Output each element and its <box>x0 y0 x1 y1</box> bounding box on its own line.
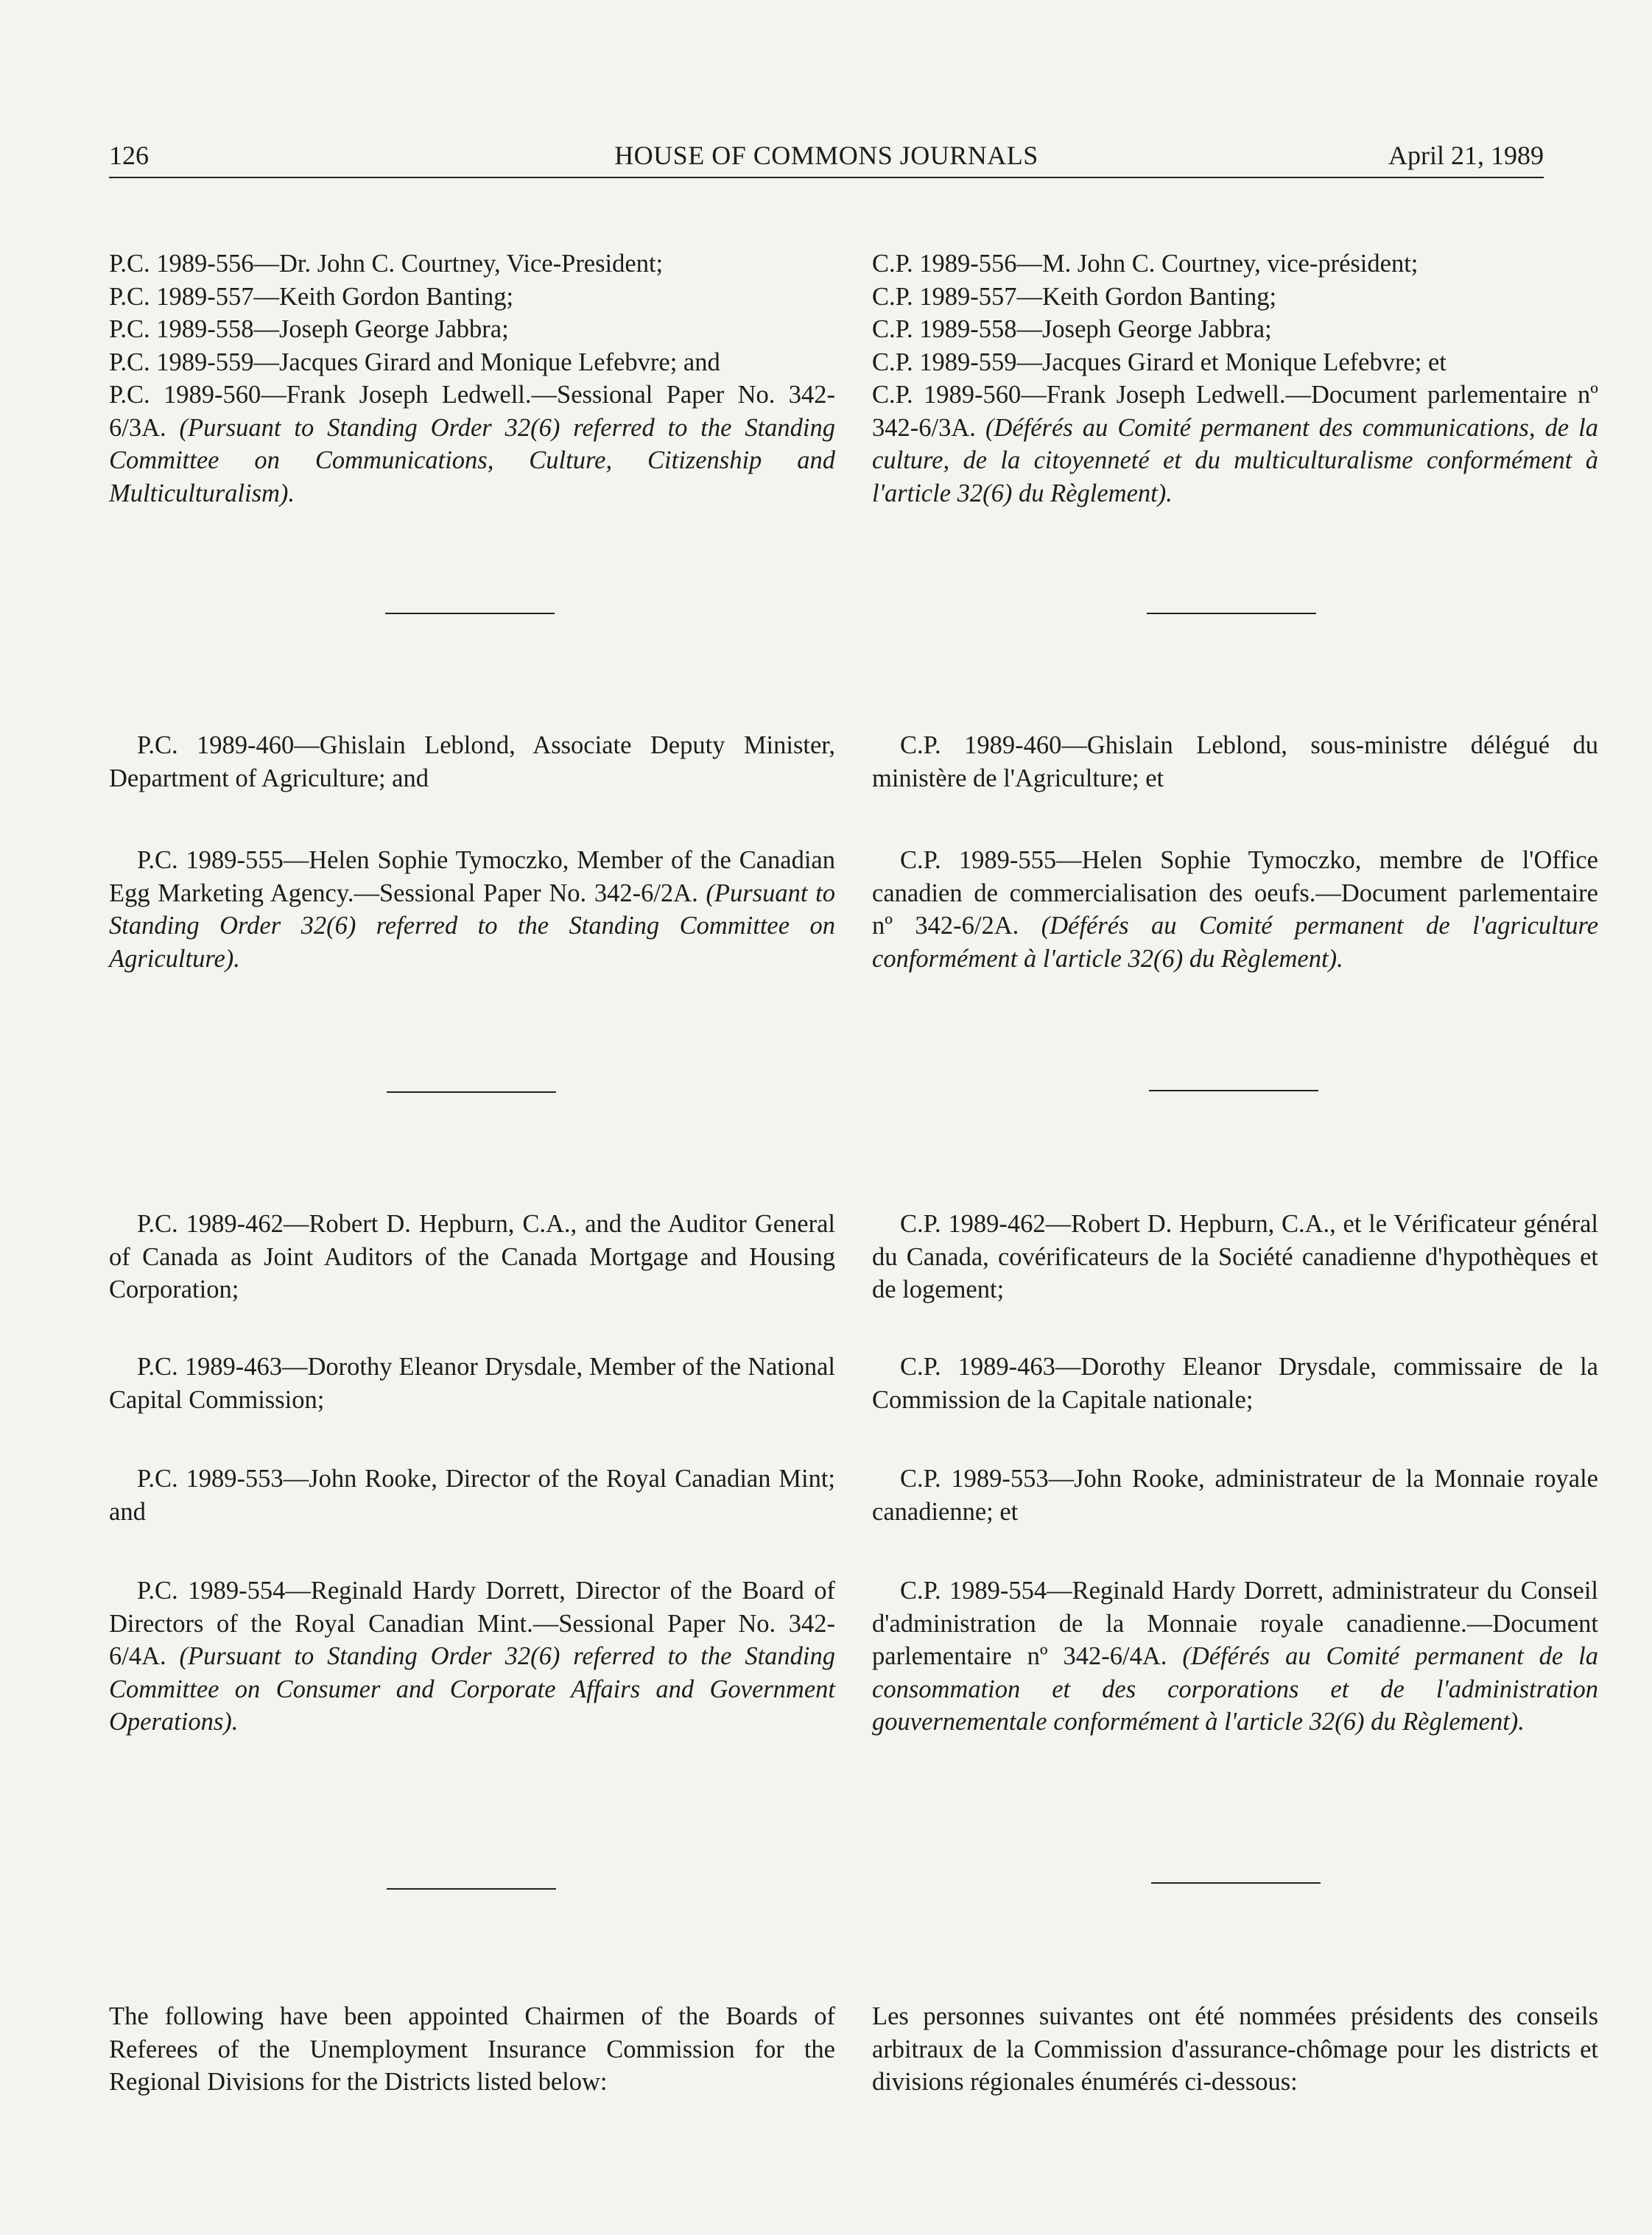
fr-order-557: C.P. 1989-557—Keith Gordon Banting; <box>872 282 1277 311</box>
fr-referral-note-consumer: (Déférés au Comité permanent de la consommation et des corporations et de l'administration gouvernementale conformément à l'article 32(6) du Règlement). <box>872 1642 1599 1736</box>
en-referral-note-consumer: (Pursuant to Standing Order 32(6) referred to the Standing Committee on Consumer and Corporate Affairs and Government Operations). <box>109 1642 835 1736</box>
fr-section-divider <box>1151 1882 1321 1884</box>
en-section-divider <box>387 1091 556 1093</box>
fr-referral-note-communications: (Déférés au Comité permanent des communications, de la culture, de la citoyenneté et du multiculturalisme conformément à l'article 32(6) du Règlement). <box>872 413 1598 507</box>
en-referral-note-communications: (Pursuant to Standing Order 32(6) referred to the Standing Committee on Communications, Culture, Citizenship and Multiculturalism). <box>109 413 835 507</box>
fr-section-divider <box>1149 1090 1318 1091</box>
en-boards-of-referees-intro: The following have been appointed Chairmen of the Boards of Referees of the Unemployment Insurance Commission for the Regional Divisions for the Districts listed below: <box>109 2002 835 2096</box>
en-order-558: P.C. 1989-558—Joseph George Jabbra; <box>109 315 509 343</box>
fr-appointments-agriculture <box>872 844 1598 975</box>
fr-order-460: C.P. 1989-460—Ghislain Leblond, sous-ministre délégué du ministère de l'Agriculture; et <box>872 731 1598 792</box>
page-header <box>109 140 1544 178</box>
fr-order-556: C.P. 1989-556—M. John C. Courtney, vice-président; <box>872 250 1419 278</box>
fr-appointments-consumer <box>872 1574 1598 1739</box>
fr-referral-note-agriculture: (Déférés au Comité permanent de l'agriculture conformément à l'article 32(6) du Règlement). <box>872 912 1599 973</box>
en-appointments-communications <box>109 247 835 510</box>
fr-boards-of-referees-intro: Les personnes suivantes ont été nommées présidents des conseils arbitraux de la Commission d'assurance-chômage pour les districts et divisions régionales énumérés ci-dessous: <box>872 2002 1598 2096</box>
en-section-divider <box>387 1888 556 1890</box>
en-order-560: P.C. 1989-560—Frank Joseph Ledwell.—Sessional Paper No. 342-6/3A. <box>109 381 835 442</box>
en-appointments-agriculture <box>109 844 835 975</box>
en-appointments-consumer <box>109 1574 835 1739</box>
en-order-555: P.C. 1989-555—Helen Sophie Tymoczko, Member of the Canadian Egg Marketing Agency.—Sessional Paper No. 342-6/2A. <box>109 846 835 907</box>
fr-order-560: C.P. 1989-560—Frank Joseph Ledwell.—Document parlementaire nº 342-6/3A. <box>872 381 1598 442</box>
en-order-554: P.C. 1989-554—Reginald Hardy Dorrett, Director of the Board of Directors of the Royal Canadian Mint.—Sessional Paper No. 342-6/4A. <box>109 1577 835 1670</box>
fr-order-553: C.P. 1989-553—John Rooke, administrateur de la Monnaie royale canadienne; et <box>872 1465 1598 1526</box>
en-order-462: P.C. 1989-462—Robert D. Hepburn, C.A., and the Auditor General of Canada as Joint Auditors of the Canada Mortgage and Housing Corporation; <box>109 1210 835 1303</box>
fr-appointments-communications <box>872 247 1598 510</box>
page-date: April 21, 1989 <box>1388 141 1544 170</box>
fr-section-divider <box>1147 613 1316 614</box>
en-order-556: P.C. 1989-556—Dr. John C. Courtney, Vice-President; <box>109 250 664 278</box>
journal-title: HOUSE OF COMMONS JOURNALS <box>614 141 1038 170</box>
en-order-553: P.C. 1989-553—John Rooke, Director of the Royal Canadian Mint; and <box>109 1465 835 1526</box>
fr-order-463: C.P. 1989-463—Dorothy Eleanor Drysdale, commissaire de la Commission de la Capitale nationale; <box>872 1353 1598 1414</box>
fr-order-559: C.P. 1989-559—Jacques Girard et Monique Lefebvre; et <box>872 348 1447 376</box>
en-referral-note-agriculture: (Pursuant to Standing Order 32(6) referred to the Standing Committee on Agriculture). <box>109 879 835 973</box>
fr-order-558: C.P. 1989-558—Joseph George Jabbra; <box>872 315 1272 343</box>
en-order-463: P.C. 1989-463—Dorothy Eleanor Drysdale, Member of the National Capital Commission; <box>109 1353 835 1414</box>
fr-order-554: C.P. 1989-554—Reginald Hardy Dorrett, administrateur du Conseil d'administration de la Monnaie royale canadienne.—Document parlementaire nº 342-6/4A. <box>872 1577 1598 1670</box>
en-order-460: P.C. 1989-460—Ghislain Leblond, Associate Deputy Minister, Department of Agriculture; and <box>109 731 835 792</box>
page-number: 126 <box>109 141 149 170</box>
fr-order-462: C.P. 1989-462—Robert D. Hepburn, C.A., et le Vérificateur général du Canada, covérificateurs de la Société canadienne d'hypothèques et de logement; <box>872 1210 1598 1303</box>
en-order-559: P.C. 1989-559—Jacques Girard and Monique Lefebvre; and <box>109 348 720 376</box>
en-section-divider <box>385 613 555 614</box>
en-order-557: P.C. 1989-557—Keith Gordon Banting; <box>109 282 514 311</box>
fr-order-555: C.P. 1989-555—Helen Sophie Tymoczko, membre de l'Office canadien de commercialisation des oeufs.—Document parlementaire nº 342-6/2A. <box>872 846 1598 940</box>
